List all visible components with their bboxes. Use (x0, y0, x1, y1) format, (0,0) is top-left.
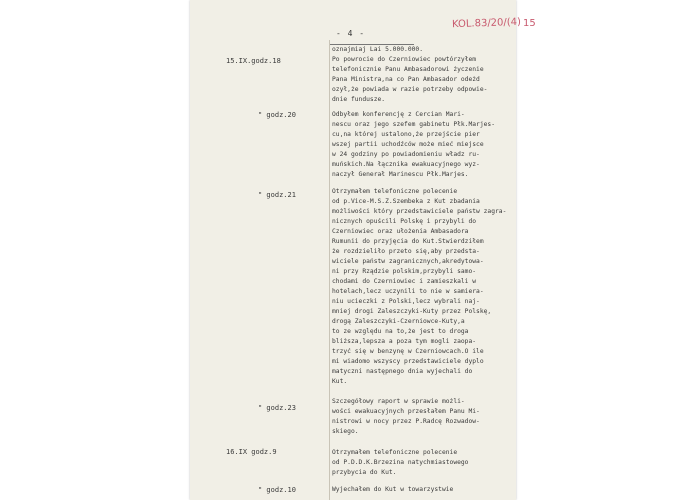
text-line: od P.D.D.K.Brzezina natychmiastowego (332, 459, 469, 466)
text-line: Wyjechałem do Kut w towarzystwie (332, 486, 454, 493)
text-line: trzyć się w benzynę w Czerniowcach.O ile (332, 348, 484, 355)
text-line: dnie fundusze. (332, 96, 386, 103)
entry-date: " godz.20 (258, 111, 296, 119)
text-line: nescu oraz jego szefem gabinetu Płk.Marjes- (332, 121, 496, 128)
text-line: cu,na której ustalono,że przejście pier (332, 131, 480, 138)
text-line: hotelach,lecz uczynili to nie w samiera- (332, 288, 484, 295)
text-line: skiego. (332, 428, 359, 435)
text-line: wiciele państw zagranicznych,akredytowa- (332, 258, 484, 265)
folio-number: 15 (523, 18, 536, 29)
text-line: możliwości który przedstawiciele państw zagra- (332, 208, 507, 215)
text-line: oznajmiaj Lai 5.000.000. (332, 46, 423, 53)
margin-line (329, 40, 330, 500)
text-line: muńskich.Na łącznika ewakuacyjnego wyz- (332, 161, 480, 168)
text-line: drogą Zaleszczyki-Czerniowce-Kuty,a (332, 318, 465, 325)
text-line: Pana Ministra,na co Pan Ambasador odeżd (332, 76, 480, 83)
text-line: niu ucieczki z Polski,lecz wybrali naj- (332, 298, 480, 305)
text-line: Otrzymałem telefoniczne polecenie (332, 449, 458, 456)
text-line: chodami do Czerniowiec i zamieszkali w (332, 278, 477, 285)
text-line: Kut. (332, 378, 348, 385)
text-line: wszej partii uchodźców może mieć miejsce (332, 141, 484, 148)
text-line: ozył,że powiada w razie potrzeby odpowie- (332, 86, 488, 93)
entry-date: 15.IX.godz.18 (226, 57, 281, 65)
text-line: od p.Vice-M.S.Z.Szembeka z Kut zbadania (332, 198, 480, 205)
text-line: to ze względu na to,że jest to droga (332, 328, 469, 335)
text-line: Rumunii do przyjęcia do Kut.Stwierdziłem (332, 238, 484, 245)
text-line: Po powrocie do Czerniowiec powtórzyłem (332, 56, 477, 63)
text-line: matyczni następnego dnia wyjechali do (332, 368, 473, 375)
text-line: Szczegółowy raport w sprawie możli- (332, 398, 465, 405)
text-line: wości ewakuacyjnych przesłałem Panu Mi- (332, 408, 480, 415)
text-line: telefonicznie Panu Ambasadorowi życzenie (332, 66, 484, 73)
archive-reference-stamp: KOL.83/20/(4) (451, 16, 522, 31)
entry-date: " godz.23 (258, 404, 296, 412)
text-line: mi wiadomo wszyscy przedstawiciele dyplo (332, 358, 484, 365)
text-line: Czerniowiec oraz ułożenia Ambasadora (332, 228, 469, 235)
text-line: w 24 godziny po powiadomieniu władz ru- (332, 151, 480, 158)
text-line: nistrowi w nocy przez P.Radcę Rozwadow- (332, 418, 480, 425)
page-number: - 4 - (336, 29, 366, 38)
text-line: ni przy Rządzie polskim,przybyli samo- (332, 268, 477, 275)
entry-date: " godz.10 (258, 486, 296, 494)
text-line: Otrzymałem telefoniczne polecenie (332, 188, 458, 195)
text-line: mniej drogi Zaleszczyki-Kuty przez Polskę, (332, 308, 492, 315)
text-line: że rozdzieliło przeto się,aby przedsta- (332, 248, 480, 255)
entry-date: 16.IX godz.9 (226, 448, 277, 456)
text-line: bliższa,lepsza a poza tym mogli zaopa- (332, 338, 477, 345)
text-line: naczył Generał Marinescu Płk.Marjes. (332, 171, 469, 178)
text-line: nicznych opuścili Polskę i przybyli do (332, 218, 477, 225)
entry-date: " godz.21 (258, 191, 296, 199)
text-line: przybycia do Kut. (332, 469, 397, 476)
text-line: Odbyłem konferencję z Cercian Mari- (332, 111, 465, 118)
